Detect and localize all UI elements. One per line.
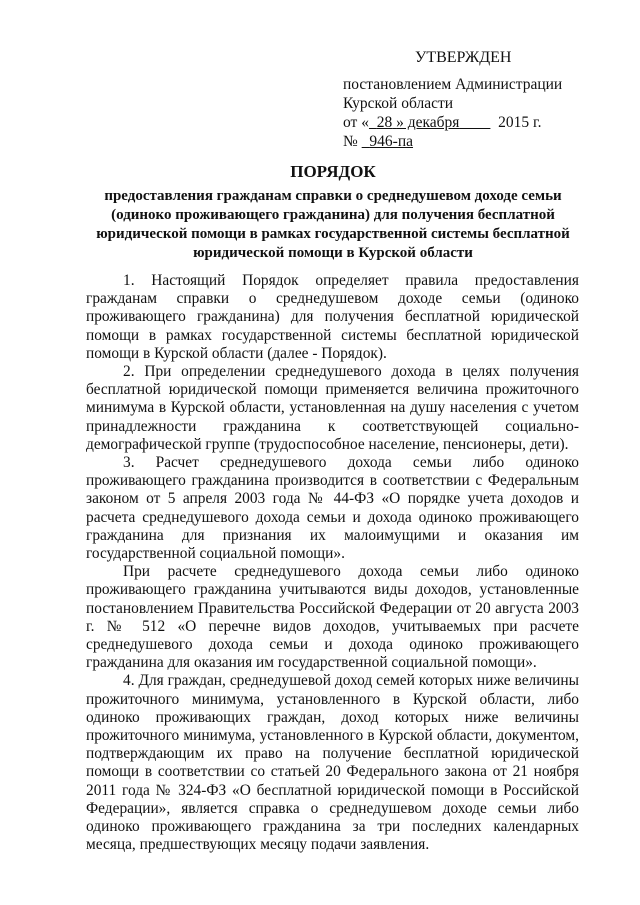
document-title-block (88, 162, 578, 263)
approval-date-line (343, 113, 583, 132)
number-prefix: № (343, 133, 358, 150)
date-prefix: от « (343, 114, 369, 131)
document-number: 946-па (369, 133, 414, 150)
paragraph-3-continued: При расчете среднедушевого дохода семьи либо одиноко проживающего гражданина учитываются виды доходов, установленные постановлением Правительства Российской Федерации от 20 августа 2003 г. № 512 «О перечне видов доходов, учитываемых при расчете среднедушевого дохода семьи и дохода одиноко проживающего гражданина для оказания им государственной социальной помощи». (86, 563, 579, 672)
approval-stamp-block (343, 48, 583, 151)
approval-authority-line: постановлением Администрации (343, 76, 563, 93)
approval-number-line (343, 132, 583, 151)
date-year: 2015 г. (498, 114, 542, 131)
document-body (86, 272, 579, 855)
approved-heading: УТВЕРЖДЕН (415, 49, 512, 66)
paragraph-4: 4. Для граждан, среднедушевой доход семей которых ниже величины прожиточного минимума, установленного в Курской области, либо одиноко проживающих граждан, доход которых ниже величины прожиточного минимума, установленного в Курской области, документом, подтверждающим их право на получение бесплатной юридической помощи в соответствии со статьей 20 Федерального закона от 21 ноября 2011 года № 324-ФЗ «О бесплатной юридической помощи в Российской Федерации», является справка о среднедушевом доходе семьи либо одиноко проживающего гражданина за три последних календарных месяца, предшествующих месяцу подачи заявления. (86, 672, 579, 854)
paragraph-3: 3. Расчет среднедушевого дохода семьи либо одиноко проживающего гражданина производится в соответствии с Федеральным законом от 5 апреля 2003 года № 44-ФЗ «О порядке учета доходов и расчета среднедушевого дохода семьи и дохода одиноко проживающего гражданина для признания их малоимущими и оказания им государственной социальной помощи». (86, 454, 579, 563)
date-day: 28 (376, 114, 393, 131)
approval-region-line: Курской области (343, 95, 454, 112)
document-subtitle: предоставления гражданам справки о среднедушевом доходе семьи (одиноко проживающего гражданина) для получения бесплатной юридической помощи в рамках государственной системы бесплатной юридической помощи в Курской области (96, 188, 570, 261)
document-title: ПОРЯДОК (290, 162, 376, 181)
paragraph-2: 2. При определении среднедушевого дохода в целях получения бесплатной юридической помощи применяется величина прожиточного минимума в Курской области, установленная на душу населения с учетом принадлежности гражданина к соответствующей социально-демографической группе (трудоспособное население, пенсионеры, дети). (86, 363, 579, 453)
paragraph-1: 1. Настоящий Порядок определяет правила предоставления гражданам справки о среднедушевом доходе семьи (одиноко проживающего гражданина) для получения бесплатной юридической помощи в рамках государственной системы бесплатной юридической помощи в Курской области (далее - Порядок). (86, 272, 579, 362)
date-month: » декабря (396, 114, 460, 131)
